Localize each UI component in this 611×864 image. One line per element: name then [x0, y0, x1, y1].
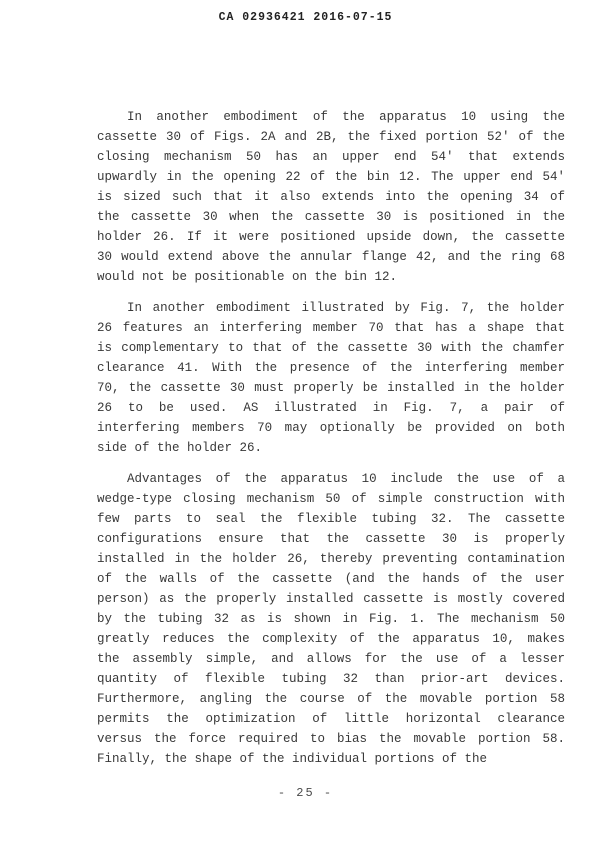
- text-line: Advantages of the apparatus 10 include the use of a: [127, 472, 565, 486]
- text-line: would not be positionable on the bin 12.: [97, 270, 398, 284]
- text-line: permits the optimization of little horizontal clearance: [97, 712, 565, 726]
- text-line: person) as the properly installed cassette is mostly covered: [97, 592, 565, 606]
- text-line: is complementary to that of the cassette 30 with the chamfer: [97, 341, 565, 355]
- text-line: by the tubing 32 as is shown in Fig. 1. The mechanism 50: [97, 612, 565, 626]
- patent-publication-number: CA 02936421 2016-07-15: [218, 11, 393, 24]
- paragraph: [97, 107, 565, 287]
- page-number: - 25 -: [277, 786, 334, 800]
- text-line: is sized such that it also extends into the opening 34 of: [97, 190, 565, 204]
- text-line: 70, the cassette 30 must properly be installed in the holder: [97, 381, 565, 395]
- text-line: of the walls of the cassette (and the hands of the user: [97, 572, 565, 586]
- text-line: greatly reduces the complexity of the apparatus 10, makes: [97, 632, 565, 646]
- text-line: quantity of flexible tubing 32 than prior-art devices.: [97, 672, 565, 686]
- document-footer: [0, 783, 611, 803]
- text-line: Furthermore, angling the course of the movable portion 58: [97, 692, 565, 706]
- paragraph: [97, 469, 565, 769]
- text-line: the cassette 30 when the cassette 30 is positioned in the: [97, 210, 565, 224]
- document-header: [0, 8, 611, 28]
- text-line: few parts to seal the flexible tubing 32. The cassette: [97, 512, 565, 526]
- text-line: installed in the holder 26, thereby preventing contamination: [97, 552, 565, 566]
- text-line: configurations ensure that the cassette 30 is properly: [97, 532, 565, 546]
- text-line: interfering members 70 may optionally be provided on both: [97, 421, 565, 435]
- text-line: In another embodiment of the apparatus 10 using the: [127, 110, 565, 124]
- text-line: clearance 41. With the presence of the interfering member: [97, 361, 565, 375]
- text-line: cassette 30 of Figs. 2A and 2B, the fixed portion 52' of the: [97, 130, 565, 144]
- text-line: side of the holder 26.: [97, 441, 263, 455]
- text-line: closing mechanism 50 has an upper end 54' that extends: [97, 150, 565, 164]
- paragraph: [97, 298, 565, 458]
- text-line: 26 features an interfering member 70 that has a shape that: [97, 321, 565, 335]
- text-line: Finally, the shape of the individual portions of the: [97, 752, 488, 766]
- text-line: the assembly simple, and allows for the use of a lesser: [97, 652, 565, 666]
- text-line: upwardly in the opening 22 of the bin 12. The upper end 54': [97, 170, 565, 184]
- text-line: In another embodiment illustrated by Fig. 7, the holder: [127, 301, 565, 315]
- text-line: 30 would extend above the annular flange 42, and the ring 68: [97, 250, 565, 264]
- text-line: 26 to be used. AS illustrated in Fig. 7, a pair of: [97, 401, 565, 415]
- text-line: wedge-type closing mechanism 50 of simple construction with: [97, 492, 565, 506]
- text-line: versus the force required to bias the movable portion 58.: [97, 732, 565, 746]
- document-body: [97, 107, 565, 769]
- text-line: holder 26. If it were positioned upside down, the cassette: [97, 230, 565, 244]
